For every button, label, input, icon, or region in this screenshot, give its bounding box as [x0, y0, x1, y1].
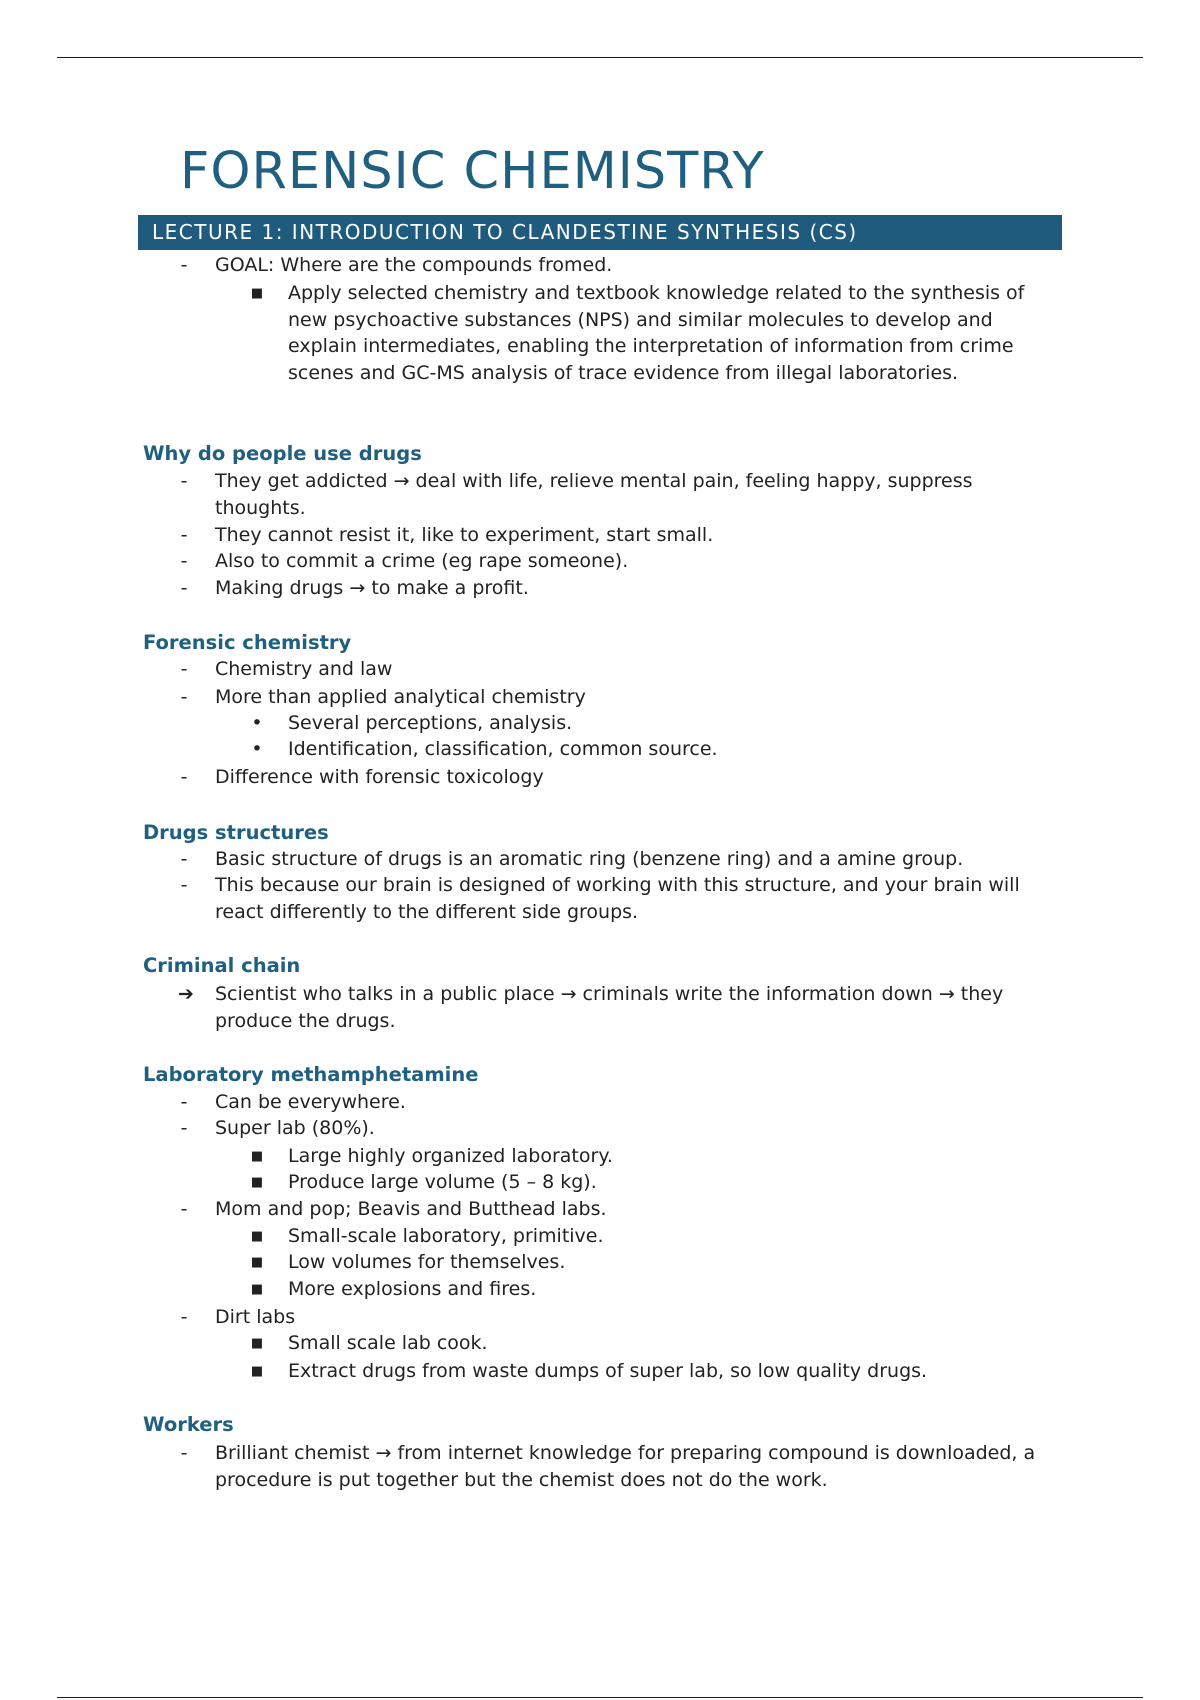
section-heading-chain: Criminal chain — [143, 954, 301, 977]
section-heading-workers: Workers — [143, 1413, 234, 1436]
section-heading-forensic: Forensic chemistry — [143, 631, 352, 654]
section-heading-structures: Drugs structures — [143, 821, 329, 844]
section-heading-meth: Laboratory methamphetamine — [143, 1063, 479, 1086]
square-bullet: ■ — [250, 286, 264, 301]
arrow-bullet-icon: ➔ — [178, 983, 194, 1005]
document-title: FORENSIC CHEMISTRY — [180, 142, 765, 201]
lecture-heading-bar: LECTURE 1: INTRODUCTION TO CLANDESTINE SYNTHESIS (CS) — [138, 215, 1062, 250]
section-heading-why: Why do people use drugs — [143, 442, 422, 465]
bottom-rule — [57, 1697, 1143, 1698]
dash-bullet: - — [180, 254, 188, 276]
top-rule — [57, 57, 1143, 58]
